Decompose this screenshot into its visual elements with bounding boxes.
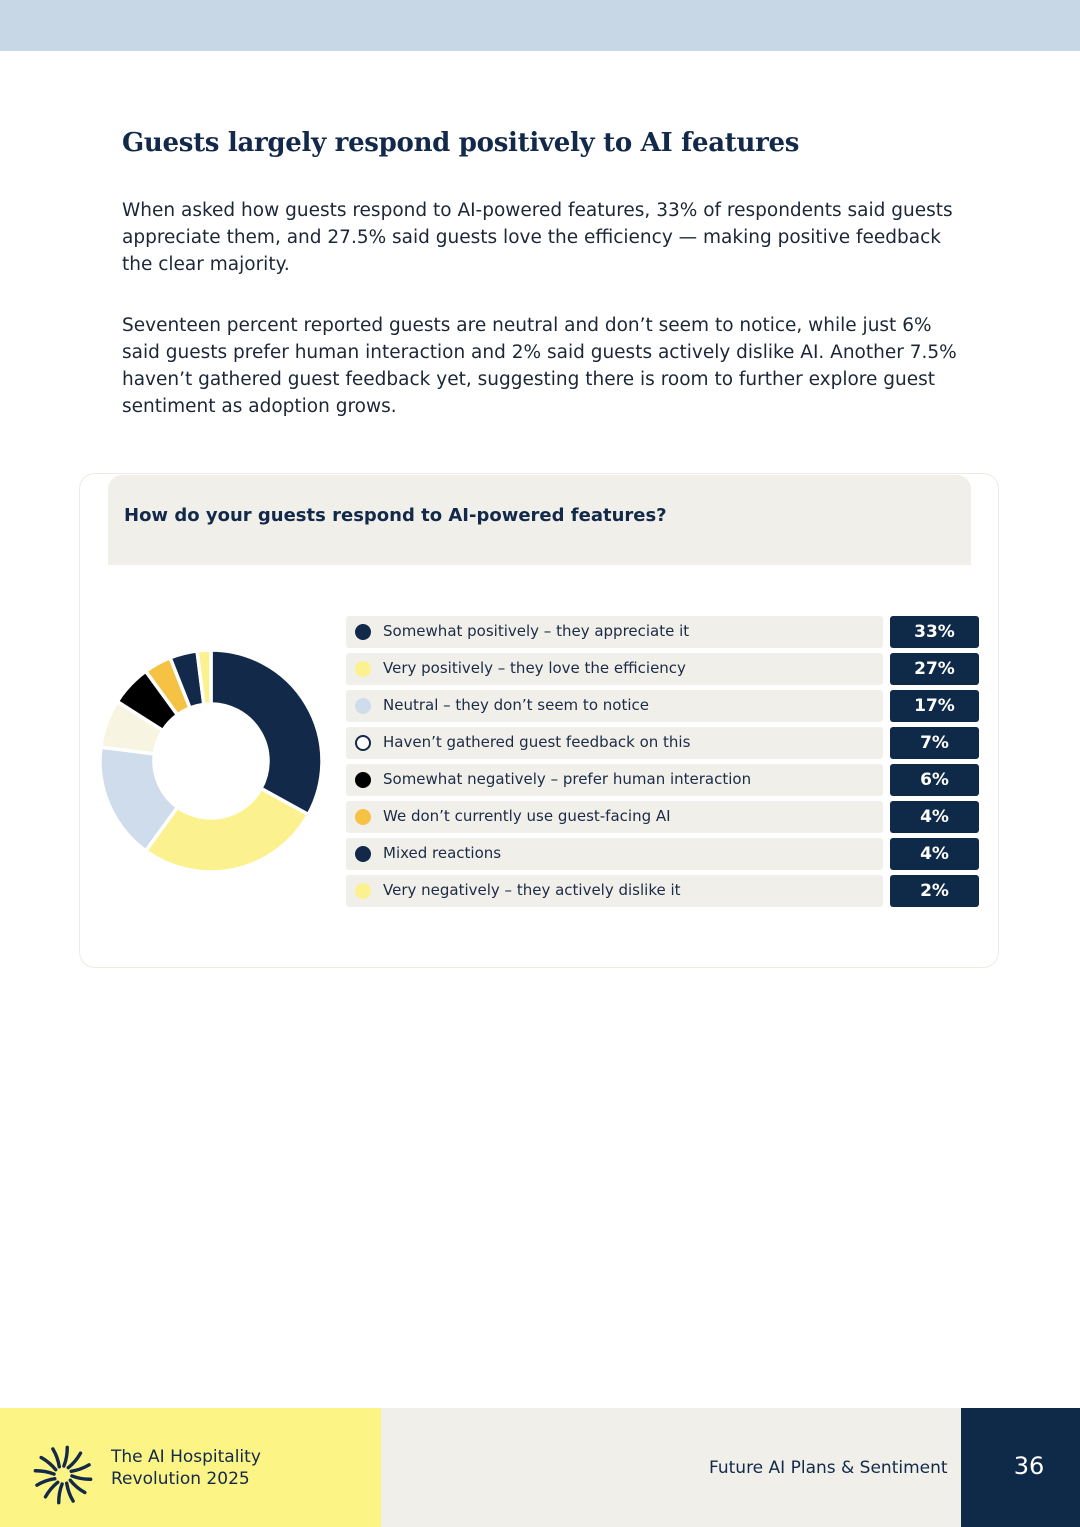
legend-color-dot bbox=[355, 846, 371, 862]
report-title-line-1: The AI Hospitality bbox=[111, 1447, 261, 1467]
page-number-box bbox=[961, 1408, 1080, 1527]
logo-ray bbox=[71, 1465, 89, 1471]
percentage-label: 7% bbox=[890, 727, 979, 759]
intro-paragraph: When asked how guests respond to AI-powered features, 33% of respondents said guests appreciate them, and 27.5% said guests love the efficiency — making positive feedback the clear majority. bbox=[122, 200, 953, 275]
percentage-label: 2% bbox=[890, 875, 979, 907]
legend-bar bbox=[346, 616, 883, 648]
legend-row bbox=[346, 616, 979, 648]
logo-ray bbox=[41, 1457, 56, 1469]
report-title-line-2: Revolution 2025 bbox=[111, 1469, 250, 1489]
percentage-label: 33% bbox=[890, 616, 979, 648]
legend-color-dot bbox=[355, 809, 371, 825]
legend-bar bbox=[346, 653, 883, 685]
sunburst-logo-icon bbox=[33, 1445, 93, 1505]
legend-row bbox=[346, 690, 979, 722]
logo-ray bbox=[35, 1471, 54, 1474]
percentage-label: 6% bbox=[890, 764, 979, 796]
chart-title: How do your guests respond to AI-powered features? bbox=[124, 505, 667, 526]
logo-ray bbox=[64, 1447, 67, 1466]
footer-section-name: Future AI Plans & Sentiment bbox=[709, 1458, 948, 1478]
page-number: 36 bbox=[1013, 1452, 1045, 1480]
percentage-label: 17% bbox=[890, 690, 979, 722]
legend-bar bbox=[346, 690, 883, 722]
legend-color-dot bbox=[355, 698, 371, 714]
section-title: Guests largely respond positively to AI features bbox=[122, 128, 800, 158]
footer-brand-block bbox=[0, 1408, 381, 1527]
report-title bbox=[111, 1446, 261, 1490]
header-band bbox=[0, 0, 1080, 51]
legend-label: Haven’t gathered guest feedback on this bbox=[383, 733, 691, 751]
legend-label: Mixed reactions bbox=[383, 844, 502, 862]
legend-label: Very negatively – they actively dislike it bbox=[383, 881, 681, 899]
logo-ray bbox=[72, 1476, 91, 1479]
legend-label: Very positively – they love the efficiency bbox=[383, 659, 686, 677]
legend-row bbox=[346, 764, 979, 796]
legend-row bbox=[346, 838, 979, 870]
logo-ray bbox=[67, 1483, 73, 1501]
logo-ray bbox=[45, 1482, 57, 1497]
legend-label: We don’t currently use guest-facing AI bbox=[383, 807, 671, 825]
legend-color-dot bbox=[355, 772, 371, 788]
percentage-label: 4% bbox=[890, 801, 979, 833]
logo-ray bbox=[53, 1449, 59, 1467]
legend-color-dot bbox=[355, 624, 371, 640]
page-footer bbox=[0, 1408, 1080, 1527]
legend-color-dot bbox=[355, 661, 371, 677]
logo-ray bbox=[70, 1480, 85, 1492]
detail-paragraph: Seventeen percent reported guests are neutral and don’t seem to notice, while just 6% said guests prefer human interaction and 2% said guests actively dislike AI. Another 7.5% haven’t gathered guest feedback yet, suggesting there is room to further explore guest sentiment as adoption grows. bbox=[122, 315, 957, 417]
legend-bar bbox=[346, 727, 883, 759]
legend-color-dot bbox=[355, 883, 371, 899]
legend-row bbox=[346, 727, 979, 759]
percentage-label: 4% bbox=[890, 838, 979, 870]
logo-ray bbox=[59, 1484, 62, 1503]
logo-ray bbox=[37, 1479, 55, 1485]
legend-row bbox=[346, 875, 979, 907]
legend-bar bbox=[346, 764, 883, 796]
percentage-label: 27% bbox=[890, 653, 979, 685]
logo-ray bbox=[68, 1453, 80, 1468]
legend-row bbox=[346, 801, 979, 833]
legend-bar bbox=[346, 801, 883, 833]
legend-label: Somewhat negatively – prefer human interaction bbox=[383, 770, 752, 788]
legend-color-dot bbox=[355, 735, 371, 751]
legend-bar bbox=[346, 838, 883, 870]
legend-label: Somewhat positively – they appreciate it bbox=[383, 622, 690, 640]
legend-row bbox=[346, 653, 979, 685]
legend-bar bbox=[346, 875, 883, 907]
donut-chart bbox=[98, 648, 324, 874]
legend-label: Neutral – they don’t seem to notice bbox=[383, 696, 649, 714]
